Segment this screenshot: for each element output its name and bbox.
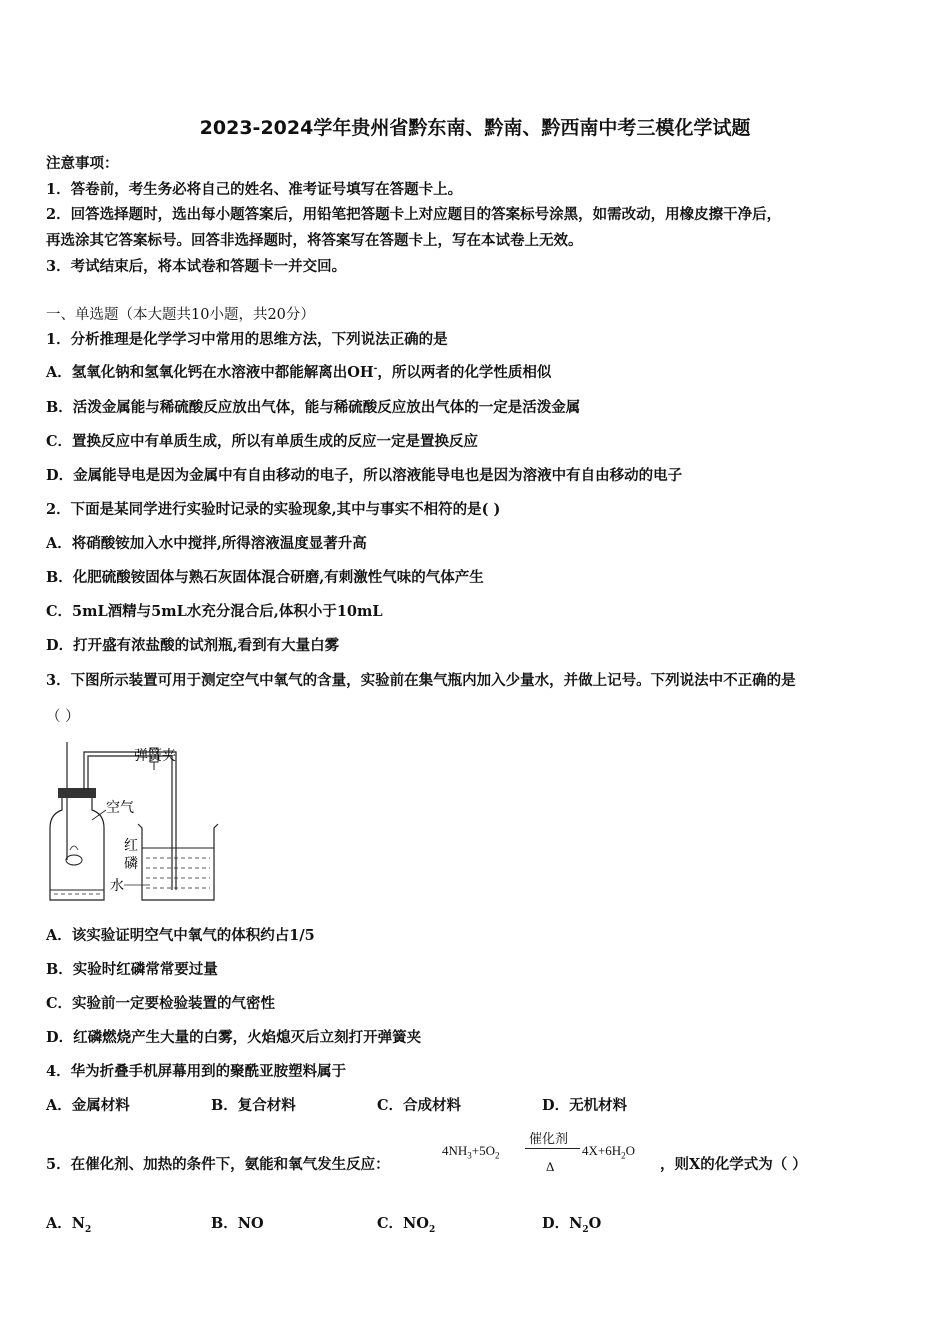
notice-item: 3．考试结束后，将本试卷和答题卡一并交回。 [46,258,347,275]
combustion-spoon [66,855,82,865]
option-b: B．活泼金属能与稀硫酸反应放出气体，能与稀硫酸反应放出气体的一定是活泼金属 [46,399,581,416]
option-c: C．5mL酒精与5mL水充分混合后,体积小于10mL [46,603,383,620]
option-d: D．打开盛有浓盐酸的试剂瓶,看到有大量白雾 [46,637,340,654]
question-stem: 2．下面是某同学进行实验时记录的实验现象,其中与事实不相符的是( ) [46,501,501,518]
label-phosphorus-1: 红 [124,838,138,854]
equation-reactants: $4NH_3+5O_2$ [442,1143,500,1161]
answer-paren: （ ） [46,709,80,725]
option-a: A．$N_2$ [46,1215,92,1235]
option-d: D．$N_2O$ [542,1215,602,1235]
superscript: - [373,364,378,375]
option-c: C．合成材料 [377,1097,462,1114]
equation-catalyst: 催化剂 [529,1132,569,1147]
section-heading: 一、单选题（本大题共10小题，共20分） [46,307,315,323]
question-stem: 5．在催化剂、加热的条件下，氨能和氧气发生反应： [46,1156,390,1173]
option-b: B．NO [211,1215,264,1232]
question-tail: ，则X的化学式为（ ） [660,1156,807,1173]
notice-heading: 注意事项： [46,155,119,172]
collecting-bottle [50,798,104,900]
label-air: 空气 [106,800,134,816]
label-clip: 弹簧夹 [134,748,176,764]
equation-products: $4X+6H_2O$ [582,1143,635,1161]
option-b: B．复合材料 [211,1097,296,1114]
option-a: A．将硝酸铵加入水中搅拌,所得溶液温度显著升高 [46,535,367,552]
beaker [138,824,218,900]
option-c: C．置换反应中有单质生成，所以有单质生成的反应一定是置换反应 [46,433,479,450]
label-water: 水 [110,878,124,894]
option-text: A．氢氧化钠和氢氧化钙在水溶液中都能解离出OH [46,364,374,381]
notice-item: 1．答卷前，考生务必将自己的姓名、准考证号填写在答题卡上。 [46,181,463,198]
notice-item: 2．回答选择题时，选出每小题答案后，用铅笔把答题卡上对应题目的答案标号涂黑，如需改动，用橡皮擦干净后， [46,206,782,223]
question-stem: 4．华为折叠手机屏幕用到的聚酰亚胺塑料属于 [46,1063,347,1080]
question-stem: 3．下图所示装置可用于测定空气中氧气的含量，实验前在集气瓶内加入少量水，并做上记号。下列说法中不正确的是 [46,672,796,689]
label-phosphorus-2: 磷 [124,856,138,872]
option-c: C．$NO_2$ [377,1215,436,1235]
option-b: B．实验时红磷常常要过量 [46,961,218,978]
option-b: B．化肥硫酸铵固体与熟石灰固体混合研磨,有刺激性气味的气体产生 [46,569,484,586]
apparatus-diagram [46,740,226,905]
notice-item: 再选涂其它答案标号。回答非选择题时，将答案写在答题卡上，写在本试卷上无效。 [46,232,583,249]
equation-heat: Δ [546,1159,555,1174]
question-stem: 1．分析推理是化学学习中常用的思维方法，下列说法正确的是 [46,331,448,348]
option-c: C．实验前一定要检验装置的气密性 [46,995,276,1012]
equation-arrow-line [525,1148,580,1149]
chemical-equation [442,1128,662,1178]
option-d: D．无机材料 [542,1097,628,1114]
option-a: A．金属材料 [46,1097,130,1114]
page-title: 2023-2024学年贵州省黔东南、黔南、黔西南中考三模化学试题 [199,117,751,139]
stopper [58,788,96,798]
option-d: D．金属能导电是因为金属中有自由移动的电子，所以溶液能导电也是因为溶液中有自由移动的电子 [46,467,683,484]
option-text: ，所以两者的化学性质相似 [377,364,552,381]
option-a [46,361,551,382]
option-a: A．该实验证明空气中氧气的体积约占1/5 [46,927,315,944]
option-d: D．红磷燃烧产生大量的白雾，火焰熄灭后立刻打开弹簧夹 [46,1029,422,1046]
